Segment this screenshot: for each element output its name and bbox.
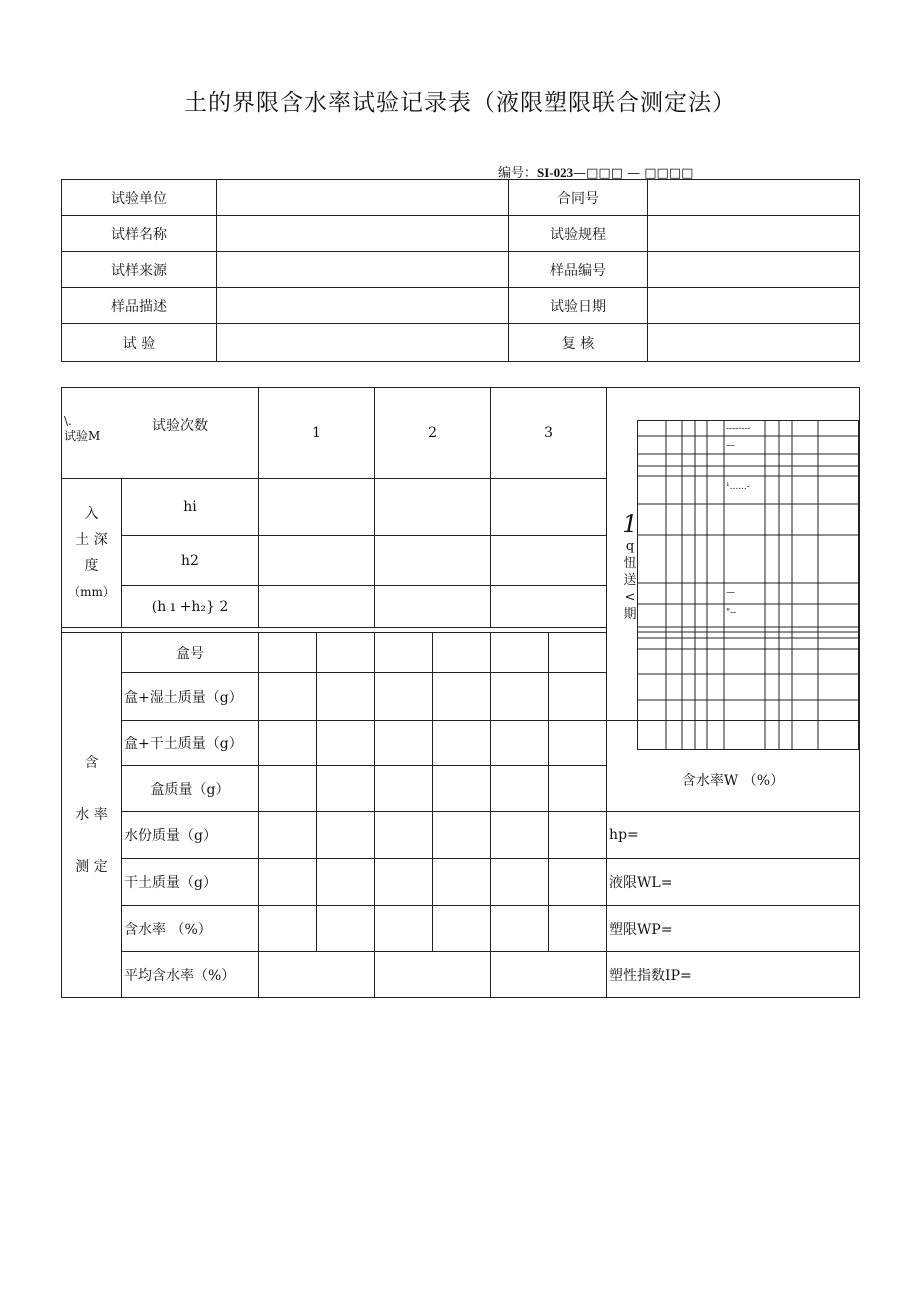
info-label: 样品编号 <box>509 252 648 288</box>
data-cell[interactable] <box>549 673 607 721</box>
row-label: 盒+干土质量（g） <box>122 721 259 766</box>
info-row <box>62 180 860 216</box>
info-row <box>62 324 860 362</box>
moisture-label-2: 水 率 <box>75 807 108 823</box>
data-cell[interactable] <box>433 633 491 673</box>
moisture-label-3: 测 定 <box>75 859 108 875</box>
data-cell[interactable] <box>375 586 491 628</box>
serial-code: SI-023 <box>537 165 574 180</box>
data-cell[interactable] <box>491 673 549 721</box>
info-row <box>62 288 860 324</box>
data-cell[interactable] <box>317 812 375 859</box>
info-value-field[interactable] <box>648 288 860 324</box>
data-cell[interactable] <box>433 812 491 859</box>
data-cell[interactable] <box>433 766 491 812</box>
data-cell[interactable] <box>375 952 491 998</box>
chart-annotation: ¹......- <box>726 482 750 492</box>
moisture-row <box>62 859 860 906</box>
col-header: 3 <box>491 388 607 479</box>
y-label-char: q <box>625 539 635 554</box>
page-title: 土的界限含水率试验记录表（液限塑限联合测定法） <box>184 90 736 116</box>
row-label: 盒号 <box>122 633 259 673</box>
row-label: 含水率 （%） <box>122 906 259 952</box>
data-cell[interactable] <box>375 906 433 952</box>
info-value-field[interactable] <box>648 216 860 252</box>
data-cell[interactable] <box>491 859 549 906</box>
y-label-char: 送 <box>623 573 637 588</box>
data-cell[interactable] <box>259 952 375 998</box>
data-cell[interactable] <box>549 633 607 673</box>
data-cell[interactable] <box>317 906 375 952</box>
moisture-label-1: 含 <box>84 755 99 771</box>
y-label-one: 1 <box>622 510 638 538</box>
result-wl: 液限WL= <box>607 859 860 906</box>
info-label: 试验日期 <box>509 288 648 324</box>
data-cell[interactable] <box>491 906 549 952</box>
row-label: 干土质量（g） <box>122 859 259 906</box>
data-cell[interactable] <box>259 859 317 906</box>
info-value-field[interactable] <box>648 252 860 288</box>
info-value-field[interactable] <box>648 324 860 362</box>
row-label: 盒+湿土质量（g） <box>122 673 259 721</box>
result-ip: 塑性指数IP= <box>607 952 860 998</box>
data-cell[interactable] <box>259 906 317 952</box>
data-cell[interactable] <box>259 766 317 812</box>
data-cell[interactable] <box>317 673 375 721</box>
data-cell[interactable] <box>259 721 317 766</box>
data-cell[interactable] <box>491 766 549 812</box>
data-cell[interactable] <box>375 721 433 766</box>
data-cell[interactable] <box>375 536 491 586</box>
chart-annotation: — <box>726 441 735 451</box>
info-label: 复 核 <box>509 324 648 362</box>
row-label: 盒质量（g） <box>122 766 259 812</box>
row-label: hi <box>122 479 259 536</box>
moisture-row <box>62 812 860 859</box>
data-cell[interactable] <box>491 633 549 673</box>
info-label: 合同号 <box>509 180 648 216</box>
info-value-field[interactable] <box>217 252 509 288</box>
data-cell[interactable] <box>549 812 607 859</box>
data-cell[interactable] <box>433 721 491 766</box>
info-value-field[interactable] <box>217 288 509 324</box>
data-cell[interactable] <box>259 633 317 673</box>
data-cell[interactable] <box>433 859 491 906</box>
data-cell[interactable] <box>491 586 607 628</box>
data-cell[interactable] <box>549 859 607 906</box>
data-cell[interactable] <box>491 536 607 586</box>
y-label-char: 期 <box>623 607 637 622</box>
header-corner <box>62 388 259 479</box>
info-value-field[interactable] <box>217 216 509 252</box>
moisture-group-label <box>62 633 122 998</box>
data-cell[interactable] <box>491 479 607 536</box>
result-wp: 塑限WP= <box>607 906 860 952</box>
chart-annotation: — <box>726 588 735 598</box>
data-cell[interactable] <box>375 479 491 536</box>
serial-suffix: —□□□ — □□□□ <box>573 166 694 181</box>
data-cell[interactable] <box>259 673 317 721</box>
data-cell[interactable] <box>433 906 491 952</box>
data-cell[interactable] <box>549 766 607 812</box>
info-label: 试样来源 <box>62 252 217 288</box>
serial-label: 编号： <box>498 166 538 181</box>
info-value-field[interactable] <box>648 180 860 216</box>
y-label-char: < <box>624 590 636 605</box>
info-row <box>62 216 860 252</box>
count-label: 试验次数 <box>152 418 208 434</box>
col-header: 2 <box>375 388 491 479</box>
info-table <box>61 179 860 362</box>
data-cell[interactable] <box>375 673 433 721</box>
depth-group-label <box>62 479 122 628</box>
row-label: (h ı +h₂} 2 <box>122 586 259 628</box>
chart-annotation: "-- <box>726 608 737 618</box>
data-cell[interactable] <box>259 586 375 628</box>
data-cell[interactable] <box>549 721 607 766</box>
y-label-char: 忸 <box>623 556 637 571</box>
data-cell[interactable] <box>259 536 375 586</box>
info-value-field[interactable] <box>217 180 509 216</box>
depth-unit: （mm） <box>68 585 115 599</box>
chart-x-label: 含水率W （%） <box>681 773 785 789</box>
depth-label-1: 入 <box>84 506 99 522</box>
chart-annotation: -------- <box>726 424 751 434</box>
corner-mark: \. <box>64 414 72 428</box>
depth-label-3: 度 <box>84 558 99 574</box>
info-label: 试 验 <box>62 324 217 362</box>
row-label: 平均含水率（%） <box>122 952 259 998</box>
chart-y-label <box>620 510 640 623</box>
info-label: 样品描述 <box>62 288 217 324</box>
data-cell[interactable] <box>317 766 375 812</box>
data-cell[interactable] <box>317 721 375 766</box>
row-label: 水份质量（g） <box>122 812 259 859</box>
data-cell[interactable] <box>317 859 375 906</box>
data-cell[interactable] <box>259 479 375 536</box>
info-label: 试验规程 <box>509 216 648 252</box>
data-cell[interactable] <box>317 633 375 673</box>
moisture-row <box>62 906 860 952</box>
corner-label: 试验M <box>64 429 101 443</box>
data-cell[interactable] <box>433 673 491 721</box>
data-cell[interactable] <box>549 906 607 952</box>
col-header: 1 <box>259 388 375 479</box>
data-cell[interactable] <box>491 812 549 859</box>
data-cell[interactable] <box>375 812 433 859</box>
info-label: 试样名称 <box>62 216 217 252</box>
info-row <box>62 252 860 288</box>
data-cell[interactable] <box>491 721 549 766</box>
chart-grid <box>637 420 859 751</box>
info-label: 试验单位 <box>62 180 217 216</box>
result-hp: hp= <box>607 812 860 859</box>
data-cell[interactable] <box>259 812 317 859</box>
row-label: h2 <box>122 536 259 586</box>
depth-label-2: 土 深 <box>75 532 108 548</box>
data-cell[interactable] <box>375 766 433 812</box>
data-cell[interactable] <box>491 952 607 998</box>
info-value-field[interactable] <box>217 324 509 362</box>
data-cell[interactable] <box>375 859 433 906</box>
moisture-row <box>62 952 860 998</box>
data-cell[interactable] <box>375 633 433 673</box>
